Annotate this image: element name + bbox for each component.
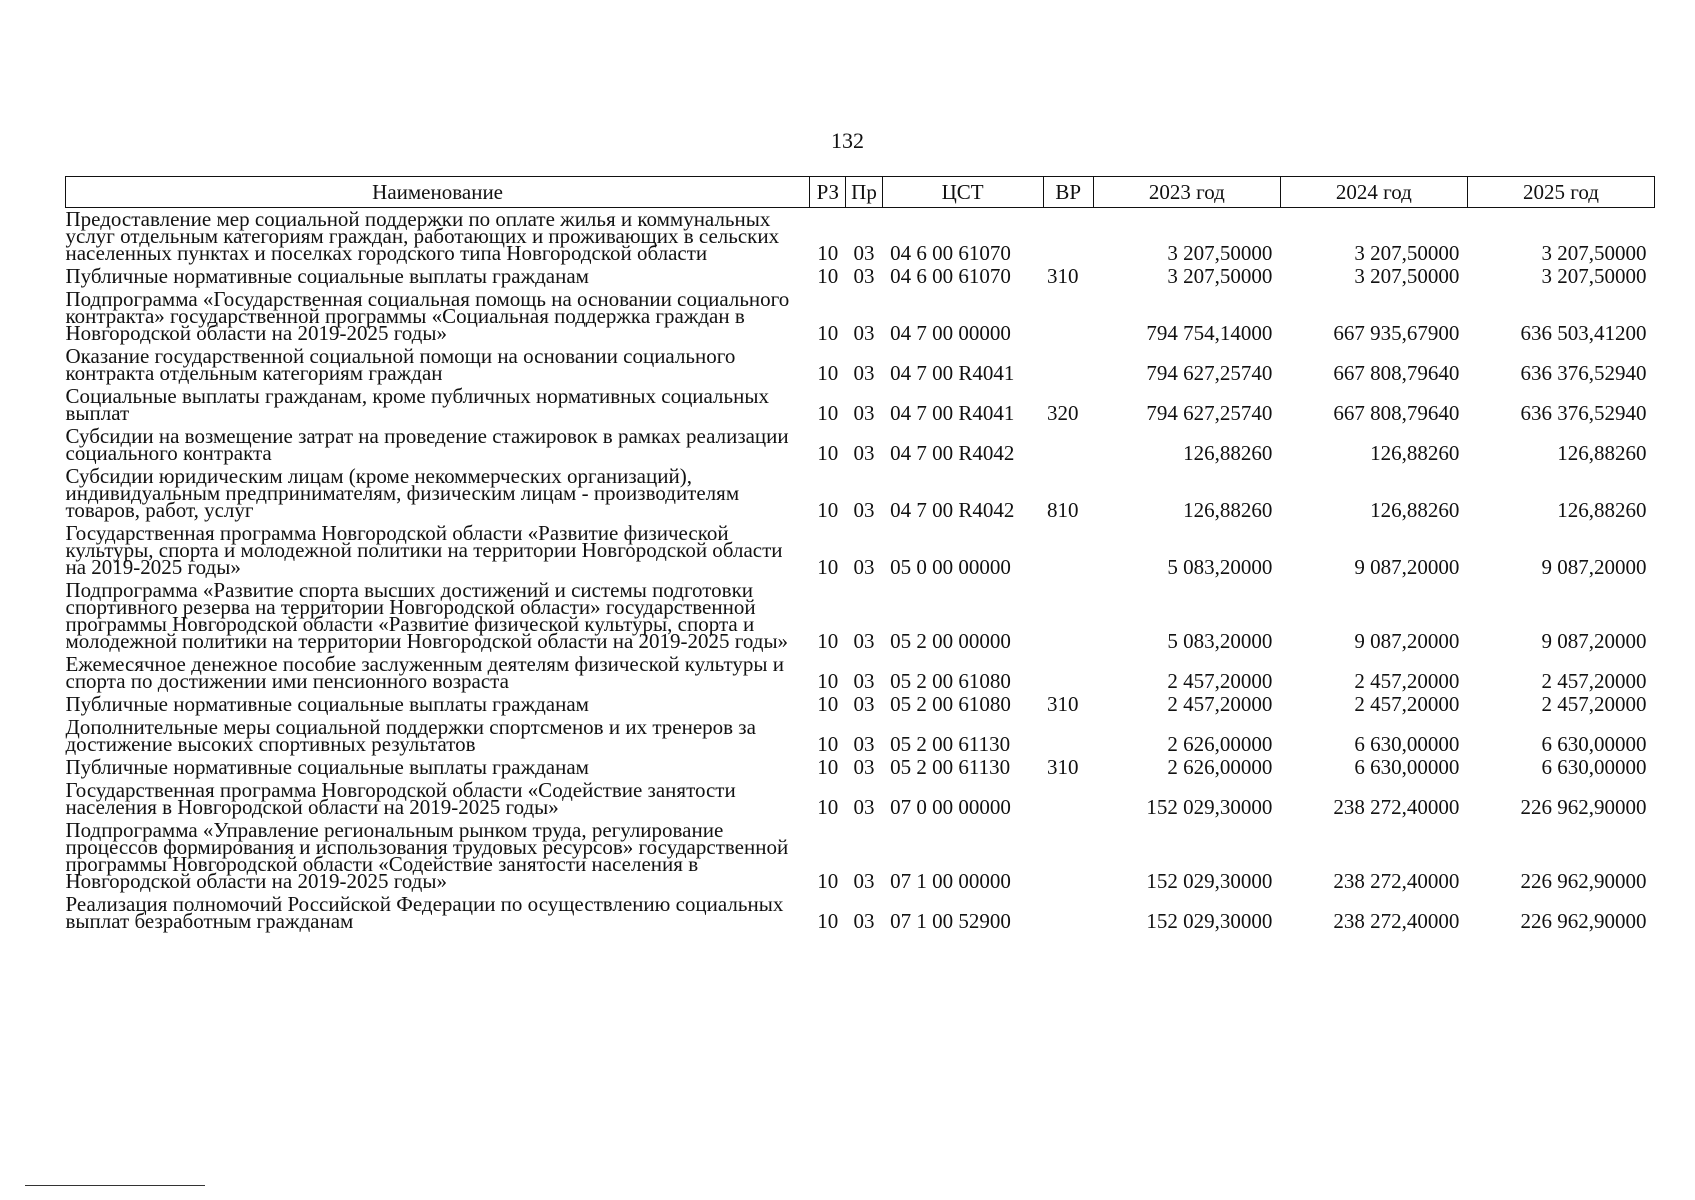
row-2025: 126,88260 [1557, 498, 1647, 522]
row-name: Социальные выплаты гражданам, кроме публичных нормативных социальных выплат [65, 384, 769, 425]
row-2023: 152 029,30000 [1146, 909, 1273, 933]
row-rz: 10 [817, 241, 839, 265]
row-rz: 10 [817, 692, 839, 716]
row-name: Публичные нормативные социальные выплаты гражданам [65, 692, 589, 716]
footer-rule [25, 1185, 205, 1186]
row-2023: 794 627,25740 [1146, 361, 1273, 385]
row-rz: 10 [817, 264, 839, 288]
row-vr [1043, 716, 1093, 756]
row-cst: 04 6 00 61070 [890, 241, 1011, 265]
table-row [66, 653, 1655, 693]
row-rz: 10 [817, 629, 839, 653]
table-row [66, 208, 1655, 266]
page-number: 132 [831, 128, 864, 153]
row-2023: 794 627,25740 [1146, 401, 1273, 425]
table-body [66, 208, 1655, 934]
row-2024: 238 272,40000 [1333, 869, 1460, 893]
row-vr [1043, 345, 1093, 385]
row-pr: 03 [853, 401, 875, 425]
row-rz: 10 [817, 498, 839, 522]
row-2023: 152 029,30000 [1146, 795, 1273, 819]
row-cst: 04 7 00 R4041 [890, 401, 1015, 425]
table-row [66, 522, 1655, 579]
row-cst: 07 0 00 00000 [890, 795, 1011, 819]
row-name: Подпрограмма «Управление региональным рынком труда, регулирование процессов формирования и использования трудовых ресурсов» государственной программы Новгородской области «Содействие занятости населения в Новгородской области на 2019-2025 годы» [65, 818, 789, 893]
row-vr [1043, 893, 1093, 933]
row-name: Государственная программа Новгородской области «Развитие физической культуры, спорта и молодежной политики на территории Новгородской области на 2019-2025 годы» [65, 521, 783, 579]
row-2025: 226 962,90000 [1520, 869, 1647, 893]
row-2024: 126,88260 [1370, 441, 1460, 465]
row-pr: 03 [853, 692, 875, 716]
row-vr [1043, 522, 1093, 579]
row-vr: 320 [1047, 401, 1079, 425]
row-2024: 3 207,50000 [1354, 264, 1460, 288]
row-2025: 6 630,00000 [1541, 755, 1647, 779]
row-2024: 6 630,00000 [1354, 755, 1460, 779]
row-2024: 667 808,79640 [1333, 401, 1460, 425]
header-vr: ВР [1043, 177, 1093, 208]
header-cst: ЦСТ [882, 177, 1043, 208]
row-vr [1043, 288, 1093, 345]
row-cst: 05 0 00 00000 [890, 555, 1011, 579]
row-pr: 03 [853, 264, 875, 288]
row-2023: 126,88260 [1183, 498, 1273, 522]
row-vr [1043, 208, 1093, 266]
row-cst: 05 2 00 61080 [890, 669, 1011, 693]
table-row [66, 756, 1655, 779]
table-row [66, 716, 1655, 756]
row-pr: 03 [853, 629, 875, 653]
header-2025: 2025 год [1467, 177, 1654, 208]
row-2024: 6 630,00000 [1354, 732, 1460, 756]
row-rz: 10 [817, 321, 839, 345]
table-row [66, 579, 1655, 653]
row-vr [1043, 779, 1093, 819]
row-2023: 2 457,20000 [1167, 692, 1273, 716]
row-pr: 03 [853, 869, 875, 893]
header-pr: Пр [846, 177, 882, 208]
row-2025: 636 376,52940 [1520, 361, 1647, 385]
row-2023: 3 207,50000 [1167, 264, 1273, 288]
row-pr: 03 [853, 361, 875, 385]
row-vr: 310 [1047, 692, 1079, 716]
row-pr: 03 [853, 669, 875, 693]
row-cst: 07 1 00 52900 [890, 909, 1011, 933]
header-rz: РЗ [810, 177, 846, 208]
header-2023: 2023 год [1093, 177, 1280, 208]
row-rz: 10 [817, 361, 839, 385]
row-2023: 5 083,20000 [1167, 629, 1273, 653]
row-name: Реализация полномочий Российской Федерации по осуществлению социальных выплат безработным гражданам [65, 892, 784, 933]
row-pr: 03 [853, 555, 875, 579]
table-row [66, 819, 1655, 893]
row-2025: 3 207,50000 [1541, 241, 1647, 265]
row-2023: 794 754,14000 [1146, 321, 1273, 345]
row-rz: 10 [817, 795, 839, 819]
row-rz: 10 [817, 441, 839, 465]
row-rz: 10 [817, 401, 839, 425]
row-2023: 152 029,30000 [1146, 869, 1273, 893]
row-cst: 04 6 00 61070 [890, 264, 1011, 288]
row-2024: 2 457,20000 [1354, 692, 1460, 716]
row-vr: 810 [1047, 498, 1079, 522]
row-2023: 5 083,20000 [1167, 555, 1273, 579]
row-name: Дополнительные меры социальной поддержки спортсменов и их тренеров за достижение высоких спортивных результатов [65, 715, 756, 756]
row-2025: 2 457,20000 [1541, 669, 1647, 693]
row-cst: 05 2 00 61130 [890, 732, 1011, 756]
row-rz: 10 [817, 909, 839, 933]
row-name: Оказание государственной социальной помощи на основании социального контракта отдельным категориям граждан [65, 344, 736, 385]
row-rz: 10 [817, 732, 839, 756]
row-2024: 9 087,20000 [1354, 555, 1460, 579]
table-row [66, 893, 1655, 933]
row-pr: 03 [853, 441, 875, 465]
row-pr: 03 [853, 321, 875, 345]
row-2023: 2 457,20000 [1167, 669, 1273, 693]
table-row [66, 425, 1655, 465]
row-name: Публичные нормативные социальные выплаты гражданам [65, 264, 589, 288]
row-2024: 238 272,40000 [1333, 795, 1460, 819]
row-2023: 2 626,00000 [1167, 732, 1273, 756]
row-cst: 05 2 00 61080 [890, 692, 1011, 716]
row-cst: 05 2 00 61130 [890, 755, 1011, 779]
row-vr [1043, 579, 1093, 653]
row-vr [1043, 819, 1093, 893]
row-rz: 10 [817, 755, 839, 779]
row-2025: 126,88260 [1557, 441, 1647, 465]
row-name: Государственная программа Новгородской области «Содействие занятости населения в Новгородской области на 2019-2025 годы» [65, 778, 736, 819]
row-2024: 667 808,79640 [1333, 361, 1460, 385]
row-pr: 03 [853, 732, 875, 756]
table-row [66, 465, 1655, 522]
row-cst: 04 7 00 00000 [890, 321, 1011, 345]
row-cst: 05 2 00 00000 [890, 629, 1011, 653]
row-cst: 07 1 00 00000 [890, 869, 1011, 893]
header-name: Наименование [66, 177, 810, 208]
row-name: Субсидии юридическим лицам (кроме некоммерческих организаций), индивидуальным предпринимателям, физическим лицам - производителям товаров, работ, услуг [65, 464, 740, 522]
table-row [66, 345, 1655, 385]
table-row [66, 288, 1655, 345]
row-cst: 04 7 00 R4042 [890, 441, 1015, 465]
row-pr: 03 [853, 498, 875, 522]
header-2024: 2024 год [1280, 177, 1467, 208]
row-name: Предоставление мер социальной поддержки по оплате жилья и коммунальных услуг отдельным категориям граждан, работающих и проживающих в сельских населенных пунктах и поселках городского типа Новгородской области [65, 207, 780, 265]
row-vr [1043, 425, 1093, 465]
row-2023: 126,88260 [1183, 441, 1273, 465]
row-2024: 9 087,20000 [1354, 629, 1460, 653]
row-name: Субсидии на возмещение затрат на проведение стажировок в рамках реализации социального контракта [65, 424, 789, 465]
row-2025: 6 630,00000 [1541, 732, 1647, 756]
row-vr [1043, 653, 1093, 693]
row-2023: 3 207,50000 [1167, 241, 1273, 265]
row-pr: 03 [853, 795, 875, 819]
row-name: Ежемесячное денежное пособие заслуженным деятелям физической культуры и спорта по достижении ими пенсионного возраста [65, 652, 784, 693]
row-pr: 03 [853, 909, 875, 933]
table-row [66, 779, 1655, 819]
row-2025: 9 087,20000 [1541, 629, 1647, 653]
row-name: Публичные нормативные социальные выплаты гражданам [65, 755, 589, 779]
row-pr: 03 [853, 241, 875, 265]
table-row [66, 693, 1655, 716]
row-2024: 3 207,50000 [1354, 241, 1460, 265]
table-row [66, 265, 1655, 288]
budget-table [65, 176, 1655, 933]
row-vr: 310 [1047, 755, 1079, 779]
row-2025: 3 207,50000 [1541, 264, 1647, 288]
row-2025: 636 376,52940 [1520, 401, 1647, 425]
row-2024: 126,88260 [1370, 498, 1460, 522]
row-name: Подпрограмма «Развитие спорта высших достижений и системы подготовки спортивного резерва на территории Новгородской области» государственной программы Новгородской области «Развитие физической культуры, спорта и молодежной политики на территории Новгородской области на 2019-2025 годы» [65, 578, 789, 653]
row-2025: 9 087,20000 [1541, 555, 1647, 579]
row-2024: 238 272,40000 [1333, 909, 1460, 933]
row-rz: 10 [817, 869, 839, 893]
table-header-row [66, 177, 1655, 208]
row-cst: 04 7 00 R4041 [890, 361, 1015, 385]
row-2025: 226 962,90000 [1520, 909, 1647, 933]
row-vr: 310 [1047, 264, 1079, 288]
row-2023: 2 626,00000 [1167, 755, 1273, 779]
row-2024: 2 457,20000 [1354, 669, 1460, 693]
row-2025: 2 457,20000 [1541, 692, 1647, 716]
table-row [66, 385, 1655, 425]
row-cst: 04 7 00 R4042 [890, 498, 1015, 522]
row-name: Подпрограмма «Государственная социальная помощь на основании социального контракта» государственной программы «Социальная поддержка граждан в Новгородской области на 2019-2025 годы» [65, 287, 790, 345]
row-2025: 636 503,41200 [1520, 321, 1647, 345]
row-rz: 10 [817, 669, 839, 693]
row-2024: 667 935,67900 [1333, 321, 1460, 345]
row-2025: 226 962,90000 [1520, 795, 1647, 819]
row-pr: 03 [853, 755, 875, 779]
row-rz: 10 [817, 555, 839, 579]
